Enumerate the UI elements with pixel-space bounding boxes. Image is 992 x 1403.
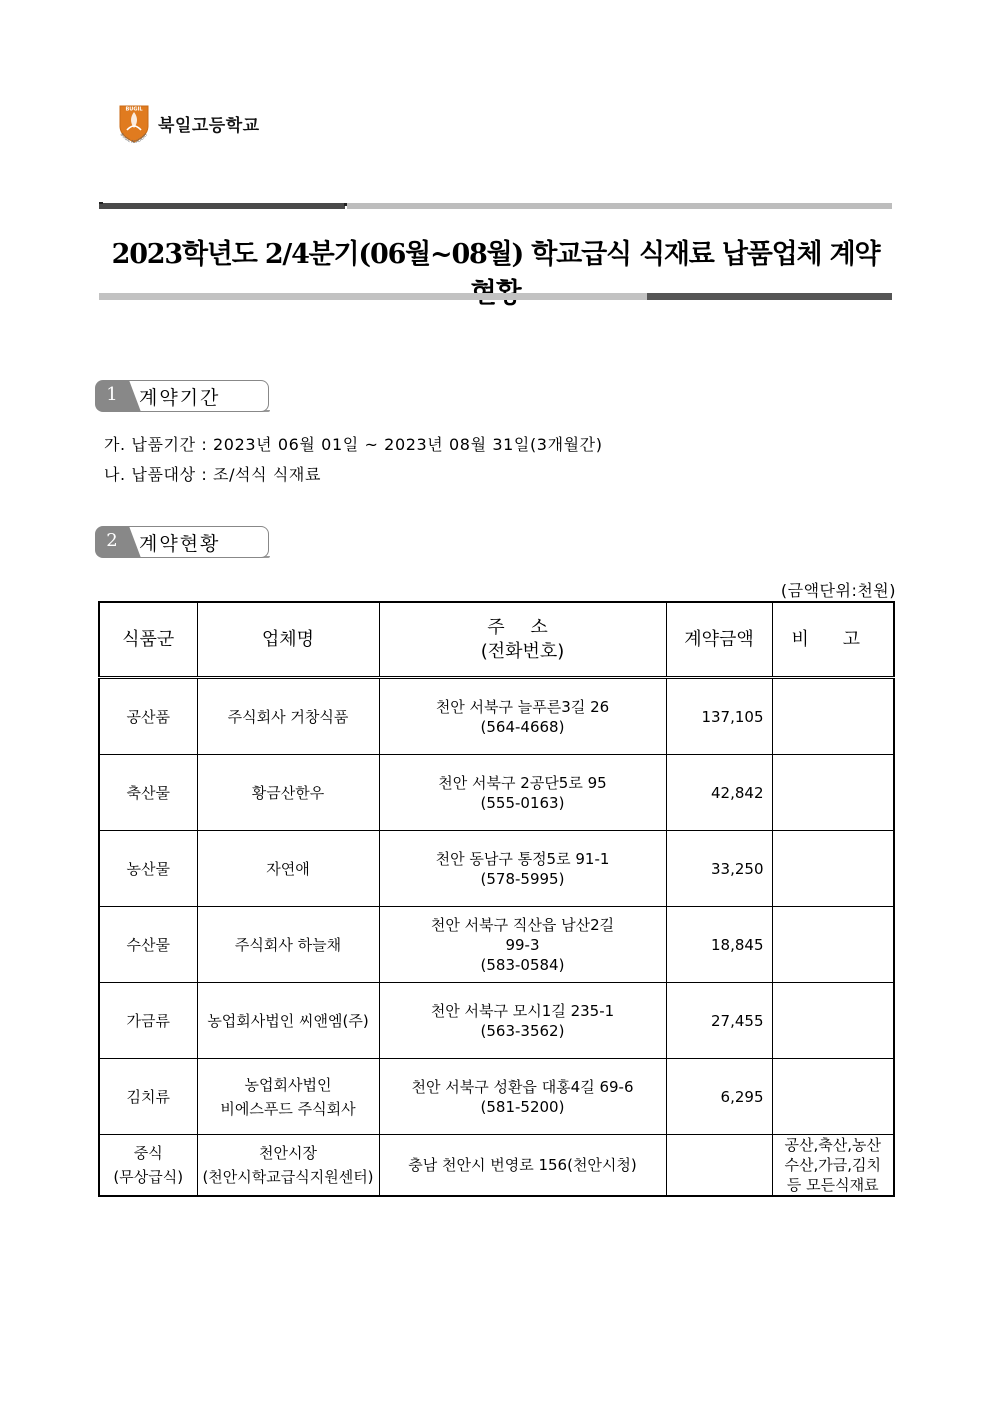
header-phone-label: (전화번호) — [480, 640, 565, 662]
cell-remarks — [772, 983, 894, 1059]
title-top-bar — [99, 202, 892, 210]
cell-remarks — [772, 1059, 894, 1135]
cell-food-group: 농산물 — [99, 831, 197, 907]
company-text-cont: (천안시학교급식지원센터) — [202, 1168, 374, 1186]
cell-remarks — [772, 1135, 894, 1197]
table-header-row — [99, 602, 894, 678]
cell-food-group: 수산물 — [99, 907, 197, 983]
table-row — [99, 1135, 894, 1197]
section-slant-icon — [119, 526, 141, 558]
cell-company — [197, 1059, 379, 1135]
table-row — [99, 983, 894, 1059]
company-text: 농업회사법인 — [244, 1075, 332, 1094]
table-row — [99, 907, 894, 983]
company-text-cont: 비에스푸드 주식회사 — [220, 1099, 356, 1118]
section-title: 계약기간 — [139, 387, 221, 409]
remarks-line: 등 모든식재료 — [786, 1176, 879, 1194]
section-title: 계약현황 — [139, 533, 221, 555]
cell-company: 주식회사 하늘채 — [197, 907, 379, 983]
cell-amount: 27,455 — [666, 983, 772, 1059]
header-address — [379, 602, 666, 678]
cell-remarks — [772, 678, 894, 755]
address-text-cont: 99-3 — [505, 935, 540, 954]
contract-period-line: 가. 납품기간 : 2023년 06월 01일 ~ 2023년 08월 31일(3개월간) — [104, 435, 603, 454]
cell-remarks — [772, 755, 894, 831]
header-food-group: 식품군 — [99, 602, 197, 678]
contracts-table — [98, 601, 895, 1197]
table-row — [99, 831, 894, 907]
section-number: 2 — [95, 526, 129, 558]
header-amount: 계약금액 — [666, 602, 772, 678]
phone-text: (578-5995) — [480, 869, 565, 888]
phone-text: (583-0584) — [480, 955, 565, 974]
cell-address — [379, 678, 666, 755]
cell-amount: 18,845 — [666, 907, 772, 983]
title-top-bar-tick — [99, 202, 103, 204]
cell-company: 주식회사 거창식품 — [197, 678, 379, 755]
title-bottom-bar-light — [99, 293, 647, 300]
amount-unit-note: (금액단위:천원) — [780, 581, 896, 600]
title-top-bar-tick — [344, 203, 347, 206]
cell-amount: 42,842 — [666, 755, 772, 831]
address-text: 천안 서북구 성환읍 대홍4길 69-6 — [411, 1077, 634, 1096]
address-text: 천안 서북구 모시1길 235-1 — [430, 1001, 615, 1020]
address-text: 천안 서북구 직산읍 남산2길 — [430, 915, 615, 934]
header-address-label: 주 소 — [487, 616, 558, 638]
section-heading-contract-status — [95, 526, 270, 558]
cell-food-group: 가금류 — [99, 983, 197, 1059]
cell-food-group: 축산물 — [99, 755, 197, 831]
remarks-line: 공산,축산,농산 — [784, 1136, 881, 1154]
phone-text: (564-4668) — [480, 717, 565, 736]
cell-address — [379, 983, 666, 1059]
cell-food-group — [99, 1135, 197, 1197]
cell-company: 황금산한우 — [197, 755, 379, 831]
cell-remarks — [772, 907, 894, 983]
cell-amount: 137,105 — [666, 678, 772, 755]
table-row — [99, 1059, 894, 1135]
remarks-line: 수산,가금,김치 — [784, 1156, 881, 1174]
logo-mark-text: BUGIL — [125, 106, 143, 113]
cell-food-group: 김치류 — [99, 1059, 197, 1135]
company-text: 천안시장 — [259, 1144, 317, 1162]
cell-address — [379, 755, 666, 831]
school-name: 북일고등학교 — [158, 115, 260, 136]
cell-company: 자연애 — [197, 831, 379, 907]
section-slant-icon — [119, 380, 141, 412]
logo-sub-text: BUGIL ACADEMY — [119, 131, 149, 145]
cell-remarks — [772, 831, 894, 907]
document-title: 2023학년도 2/4분기(06월~08월) 학교급식 식재료 납품업체 계약 — [111, 239, 880, 270]
title-top-bar-light — [347, 203, 892, 209]
address-text: 천안 동남구 통정5로 91-1 — [435, 849, 610, 868]
section-number: 1 — [95, 380, 129, 412]
cell-amount — [666, 1135, 772, 1197]
cell-address — [379, 1059, 666, 1135]
cell-food-group: 공산품 — [99, 678, 197, 755]
address-text: 천안 서북구 늘푸른3길 26 — [435, 697, 610, 716]
header-remarks: 비 고 — [772, 602, 894, 678]
cell-amount: 33,250 — [666, 831, 772, 907]
table-row — [99, 755, 894, 831]
food-group-text: 중식 — [133, 1144, 163, 1162]
cell-company: 농업회사법인 씨앤엠(주) — [197, 983, 379, 1059]
food-group-text-cont: (무상급식) — [113, 1168, 184, 1186]
cell-address — [379, 907, 666, 983]
header-company: 업체명 — [197, 602, 379, 678]
phone-text: (581-5200) — [480, 1097, 565, 1116]
section-heading-contract-period — [95, 380, 270, 412]
address-text: 천안 서북구 2공단5로 95 — [438, 773, 607, 792]
title-bottom-bar-dark — [647, 293, 892, 300]
table-row — [99, 678, 894, 755]
title-bottom-bar — [99, 293, 892, 300]
school-logo — [114, 100, 260, 152]
title-top-bar-dark — [99, 203, 345, 209]
school-emblem-icon — [114, 100, 154, 152]
supply-target-line: 나. 납품대상 : 조/석식 식재료 — [104, 465, 322, 484]
phone-text: (563-3562) — [480, 1021, 565, 1040]
cell-amount: 6,295 — [666, 1059, 772, 1135]
cell-company — [197, 1135, 379, 1197]
cell-address — [379, 831, 666, 907]
phone-text: (555-0163) — [480, 793, 565, 812]
cell-address: 충남 천안시 번영로 156(천안시청) — [379, 1135, 666, 1197]
